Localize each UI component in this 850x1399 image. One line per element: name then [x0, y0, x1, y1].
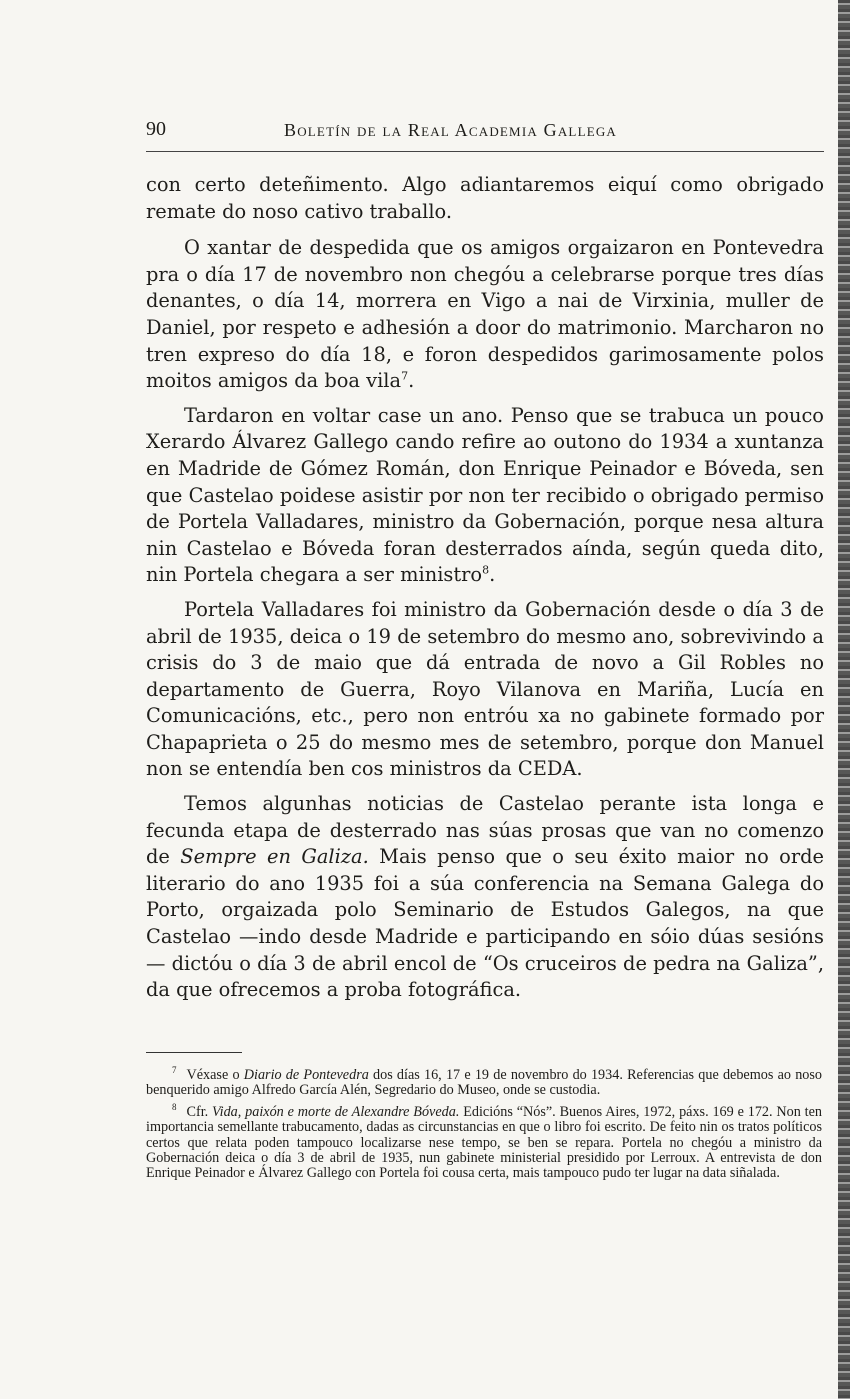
italic-title: Sempre en Galiza. [180, 845, 369, 869]
footnote-7: $^7$ Véxase o Diario de Pontevedra dos días 16, 17 e 19 de novembro do 1934. Referencias que debemos ao noso benquerido amigo Alfredo García Alén, Segredario do Museo, onde se custodia. [146, 1065, 822, 1099]
footnote-rule [146, 1052, 242, 1053]
journal-title: Boletín de la Real Academia Gallega [284, 120, 618, 140]
paragraph-2: O xantar de despedida que os amigos orgaizaron en Pontevedra pra o día 17 de novembro non chegóu a celebrarse porque tres días denantes, o día 14, morrera en Vigo a nai de Virxinia, muller de Daniel, por respeto e adhesión a door do matrimonio. Marcharon no tren expreso do día 18, e foron despedidos garimosamente polos moitos amigos da boa vila$^7$. [146, 236, 824, 393]
footnote-8: $^8$ Cfr. Vida, paixón e morte de Alexandre Bóveda. Edicións “Nós”. Buenos Aires, 1972, páxs. 169 e 172. Non ten importancia semellante trabucamento, dadas as circunstancias en que o libro foi escrito. De feito nin os tratos políticos certos que relata poden tampouco localizarse nese tempo, se ben se repara. Portela no chegóu a ministro da Gobernación deica o día 3 de abril de 1935, nun gabinete ministerial presidido por Lerroux. A entrevista de don Enrique Peinador e Álvarez Gallego con Portela foi cousa certa, mais tampouco pudo ter lugar na data siñalada. [146, 1102, 823, 1182]
footnote-mark-7: 7 [172, 1065, 177, 1076]
footnote-ref-8: 8 [482, 563, 490, 577]
footnote-mark-8: 8 [172, 1102, 177, 1113]
footnotes [146, 1065, 823, 1188]
paragraph-4: Portela Valladares foi ministro da Gobernación desde o día 3 de abril de 1935, deica o 19 de setembro do mesmo ano, sobrevivindo a crisis do 3 de maio que dá entrada de novo a Gil Robles no departamento de Guerra, Royo Vilanova en Mariña, Lucía en Comunicacións, etc., pero non entróu xa no gabinete formado por Chapaprieta o 25 do mesmo mes de setembro, porque don Manuel non se entendía ben cos ministros da CEDA. [146, 597, 824, 781]
paragraph-1: con certo deteñimento. Algo adiantaremos eiquí como obrigado remate do noso cativo traballo. [146, 173, 824, 223]
paragraph-5: Temos algunhas noticias de Castelao perante ista longa e fecunda etapa de desterrado nas súas prosas que van no comenzo de Sempre en Galiza. Mais penso que o seu éxito maior no orde literario do ano 1935 foi a súa conferencia na Semana Galega do Porto, orgaizada polo Seminario de Estudos Galegos, na que Castelao —indo desde Madride e participando en sóio dúas sesións— dictóu o día 3 de abril encol de “Os cruceiros de pedra na Galiza”, da que ofrecemos a proba fotográfica. [146, 792, 824, 1002]
main-text [146, 172, 824, 1012]
footnote-ref-7: 7 [401, 369, 409, 383]
page-number: 90 [146, 118, 166, 140]
paragraph-3: Tardaron en voltar case un ano. Penso que se trabuca un pouco Xerardo Álvarez Gallego cando refire ao outono do 1934 a xuntanza en Madride de Gómez Román, don Enrique Peinador e Bóveda, sen que Castelao poidese asistir por non ter recibido o obrigado permiso de Portela Valladares, ministro da Gobernación, porque nesa altura nin Castelao e Bóveda foran desterrados aínda, según queda dito, nin Portela chegara a ser ministro$^8$. [146, 403, 824, 587]
running-header [146, 118, 826, 148]
header-rule [146, 151, 824, 152]
page-edge-shadow [838, 0, 850, 1399]
